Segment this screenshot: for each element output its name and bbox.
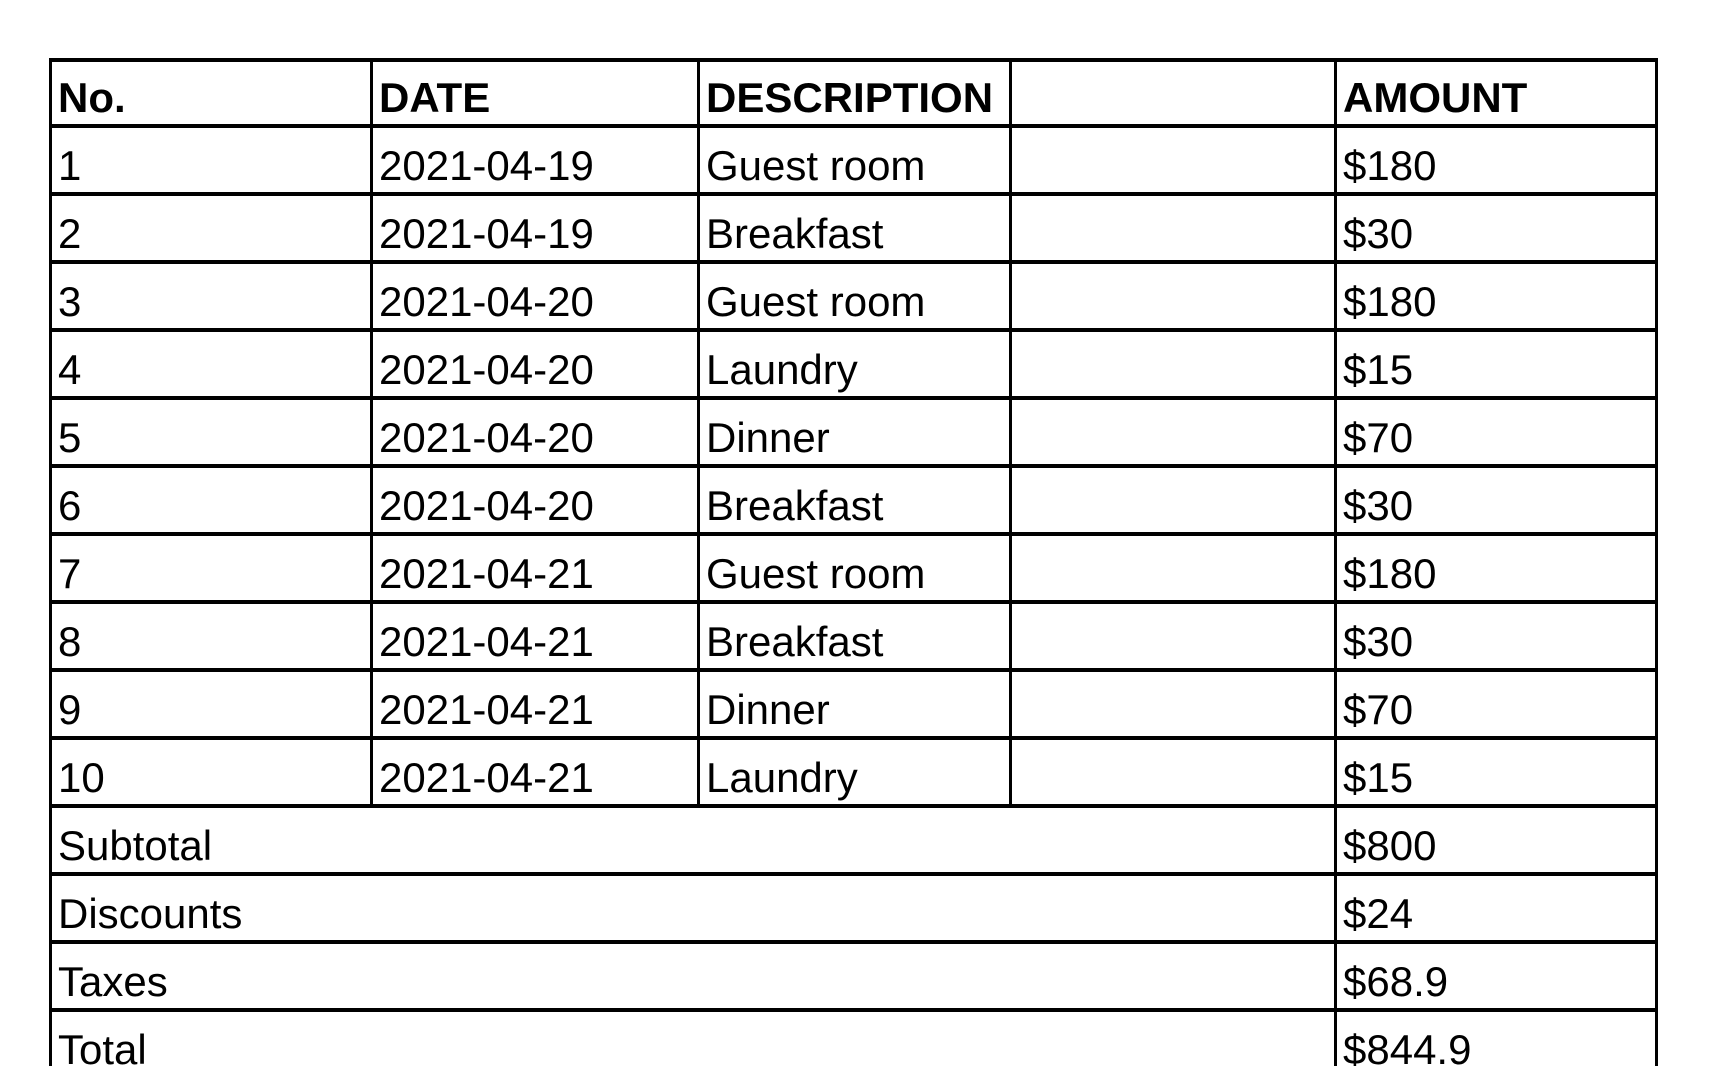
row-spacer-cell [1011,262,1336,330]
row-description-cell: Breakfast [699,194,1011,262]
table-row [51,738,1657,806]
taxes-label: Taxes [51,942,1336,1010]
row-amount-cell: $180 [1336,534,1657,602]
row-spacer-cell [1011,602,1336,670]
row-no-cell: 7 [51,534,372,602]
row-amount-cell: $180 [1336,262,1657,330]
row-amount-cell: $15 [1336,738,1657,806]
row-amount-cell: $70 [1336,398,1657,466]
discounts-amount: $24 [1336,874,1657,942]
row-spacer-cell [1011,330,1336,398]
row-no-cell: 6 [51,466,372,534]
row-no-cell: 9 [51,670,372,738]
row-spacer-cell [1011,534,1336,602]
table-row [51,466,1657,534]
table-row [51,670,1657,738]
row-description-cell: Breakfast [699,466,1011,534]
total-amount: $844.9 [1336,1010,1657,1066]
row-no-cell: 8 [51,602,372,670]
header-cell-spacer [1011,60,1336,126]
total-label: Total [51,1010,1336,1066]
table-row [51,262,1657,330]
row-description-cell: Dinner [699,398,1011,466]
row-no-cell: 4 [51,330,372,398]
table-row [51,602,1657,670]
row-no-cell: 10 [51,738,372,806]
row-amount-cell: $30 [1336,466,1657,534]
row-date-cell: 2021-04-20 [372,330,699,398]
row-description-cell: Guest room [699,262,1011,330]
row-spacer-cell [1011,194,1336,262]
row-no-cell: 5 [51,398,372,466]
row-spacer-cell [1011,738,1336,806]
row-spacer-cell [1011,126,1336,194]
row-no-cell: 1 [51,126,372,194]
row-description-cell: Guest room [699,534,1011,602]
row-date-cell: 2021-04-21 [372,534,699,602]
table-row [51,330,1657,398]
row-amount-cell: $15 [1336,330,1657,398]
table-row [51,534,1657,602]
row-amount-cell: $30 [1336,602,1657,670]
row-date-cell: 2021-04-20 [372,262,699,330]
row-spacer-cell [1011,398,1336,466]
summary-row-total [51,1010,1657,1066]
row-description-cell: Breakfast [699,602,1011,670]
row-spacer-cell [1011,466,1336,534]
summary-row-discounts [51,874,1657,942]
row-date-cell: 2021-04-20 [372,398,699,466]
row-date-cell: 2021-04-19 [372,126,699,194]
summary-row-taxes [51,942,1657,1010]
row-date-cell: 2021-04-19 [372,194,699,262]
row-description-cell: Guest room [699,126,1011,194]
row-amount-cell: $30 [1336,194,1657,262]
header-cell-amount: AMOUNT [1336,60,1657,126]
table-row [51,194,1657,262]
discounts-label: Discounts [51,874,1336,942]
header-cell-date: DATE [372,60,699,126]
row-date-cell: 2021-04-21 [372,670,699,738]
row-description-cell: Dinner [699,670,1011,738]
summary-row-subtotal [51,806,1657,874]
row-amount-cell: $180 [1336,126,1657,194]
header-cell-description: DESCRIPTION [699,60,1011,126]
row-date-cell: 2021-04-21 [372,602,699,670]
row-amount-cell: $70 [1336,670,1657,738]
taxes-amount: $68.9 [1336,942,1657,1010]
row-description-cell: Laundry [699,738,1011,806]
row-no-cell: 3 [51,262,372,330]
row-no-cell: 2 [51,194,372,262]
header-row [51,60,1657,126]
row-description-cell: Laundry [699,330,1011,398]
subtotal-amount: $800 [1336,806,1657,874]
row-spacer-cell [1011,670,1336,738]
table-row [51,126,1657,194]
table-row [51,398,1657,466]
header-cell-no: No. [51,60,372,126]
row-date-cell: 2021-04-20 [372,466,699,534]
row-date-cell: 2021-04-21 [372,738,699,806]
subtotal-label: Subtotal [51,806,1336,874]
invoice-table [49,58,1658,1066]
